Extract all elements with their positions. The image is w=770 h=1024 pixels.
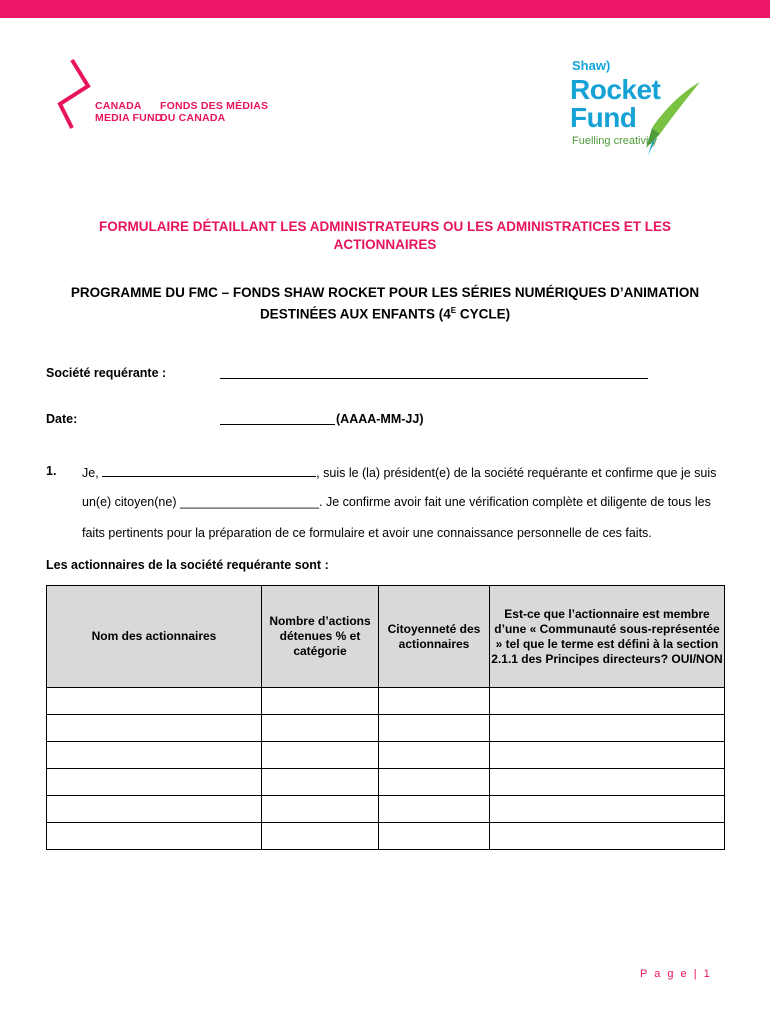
table-cell[interactable] <box>379 796 490 823</box>
page-number: P a g e | 1 <box>640 968 712 980</box>
col-header-underrepresented: Est-ce que l’actionnaire est membre d’une « Communauté sous-représentée » tel que le terme est défini à la section 2.1.1 des Principes directeurs? OUI/NON <box>490 586 725 688</box>
date-field[interactable] <box>220 410 335 425</box>
table-cell[interactable] <box>47 769 262 796</box>
company-label: Société requérante : <box>46 366 167 380</box>
table-cell[interactable] <box>47 742 262 769</box>
date-format-hint: (AAAA-MM-JJ) <box>336 412 424 426</box>
table-cell[interactable] <box>379 688 490 715</box>
col-header-name: Nom des actionnaires <box>47 586 262 688</box>
col-header-citizenship: Citoyenneté des actionnaires <box>379 586 490 688</box>
table-row <box>47 688 725 715</box>
table-body <box>47 688 725 850</box>
table-cell[interactable] <box>379 742 490 769</box>
table-row <box>47 796 725 823</box>
table-cell[interactable] <box>490 769 725 796</box>
table-cell[interactable] <box>262 715 379 742</box>
table-cell[interactable] <box>379 715 490 742</box>
table-cell[interactable] <box>47 823 262 850</box>
table-cell[interactable] <box>379 769 490 796</box>
fund-word: Fund <box>570 102 637 133</box>
shareholders-heading: Les actionnaires de la société requérante sont : <box>46 558 329 572</box>
table-cell[interactable] <box>490 688 725 715</box>
tagline: Fuelling creativity <box>572 135 657 147</box>
table-cell[interactable] <box>262 688 379 715</box>
table-cell[interactable] <box>262 823 379 850</box>
citizenship-blank[interactable]: ____________________ <box>179 495 320 509</box>
shareholders-table <box>46 585 725 850</box>
form-title: FORMULAIRE DÉTAILLANT LES ADMINISTRATEURS OU LES ADMINISTRATICES ET LES ACTIONNAIRES <box>99 219 671 252</box>
table-cell[interactable] <box>262 796 379 823</box>
program-title: PROGRAMME DU FMC – FONDS SHAW ROCKET POUR LES SÉRIES NUMÉRIQUES D’ANIMATION DESTINÉES AUX ENFANTS ($4^E$ CYCLE) <box>70 285 700 322</box>
col-header-shares: Nombre d’actions détenues % et catégorie <box>262 586 379 688</box>
president-name-field[interactable] <box>102 464 316 477</box>
table-row <box>47 715 725 742</box>
top-color-bar <box>0 0 770 18</box>
table-cell[interactable] <box>490 796 725 823</box>
cmf-french-name: FONDS DES MÉDIAS DU CANADA <box>160 100 269 124</box>
table-row <box>47 742 725 769</box>
table-row <box>47 823 725 850</box>
declaration-line3: faits pertinents pour la préparation de ce formulaire et avoir une connaissance personnelle de ces faits. <box>82 526 652 540</box>
table-cell[interactable] <box>379 823 490 850</box>
table-cell[interactable] <box>47 715 262 742</box>
cmf-logo-icon <box>52 58 262 138</box>
declaration-number: 1. <box>46 464 57 478</box>
table-cell[interactable] <box>490 742 725 769</box>
table-cell[interactable] <box>47 688 262 715</box>
table-cell[interactable] <box>262 769 379 796</box>
table-row <box>47 769 725 796</box>
table-cell[interactable] <box>490 715 725 742</box>
declaration-line2: un(e) citoyen(ne) ____________________. Je confirme avoir fait une vérification complète et diligente de tous les <box>82 495 711 509</box>
rocket-word: Rocket <box>570 74 661 105</box>
shaw-brand: Shaw) <box>572 58 611 73</box>
date-label: Date: <box>46 412 78 426</box>
company-field[interactable] <box>220 364 648 379</box>
table-cell[interactable] <box>262 742 379 769</box>
table-cell[interactable] <box>490 823 725 850</box>
declaration-line1: Je, , suis le (la) président(e) de la société requérante et confirme que je suis <box>82 466 717 480</box>
cmf-english-name: CANADA MEDIA FUND <box>95 100 163 124</box>
table-cell[interactable] <box>47 796 262 823</box>
